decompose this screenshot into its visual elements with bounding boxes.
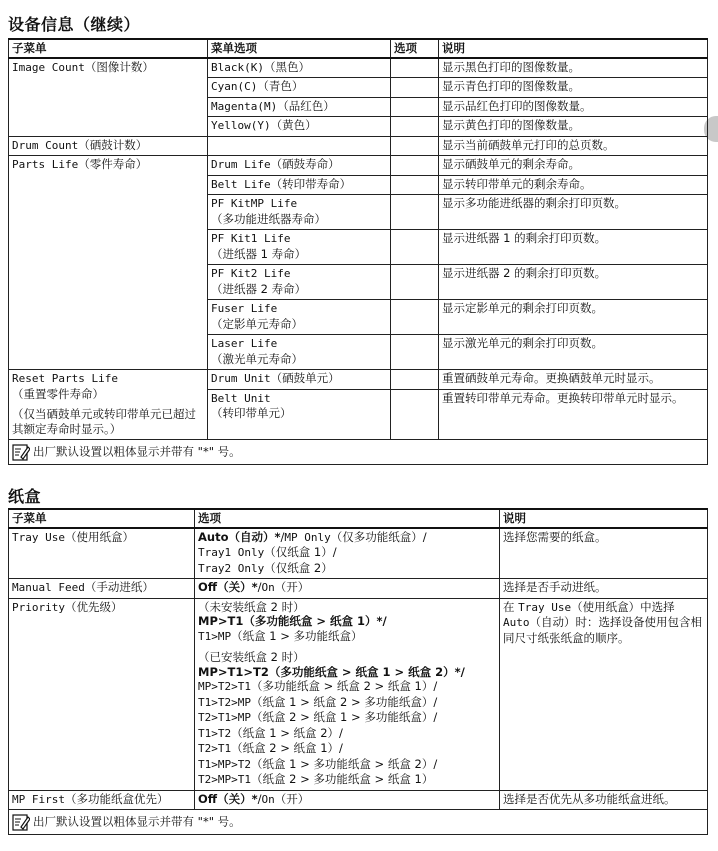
submenu-image-count: Image Count（图像计数） xyxy=(9,58,208,137)
option-cell xyxy=(391,300,439,335)
priority-option: T1>MP（纸盒 1 > 多功能纸盒） xyxy=(198,628,363,643)
submenu-mp-first: MP First（多功能纸盒优先） xyxy=(9,790,195,810)
option-cell xyxy=(391,78,439,98)
table-row xyxy=(9,598,708,790)
description: 在 Tray Use（使用纸盒）中选择 Auto（自动）时：选择设备使用包含相同尺寸纸张纸盒的顺序。 xyxy=(500,598,708,790)
option-cell xyxy=(391,195,439,230)
option-cell xyxy=(391,97,439,117)
priority-option: T2>MP>T1（纸盒 2 > 多功能纸盒 > 纸盒 1） xyxy=(198,772,434,786)
table-row xyxy=(9,370,708,390)
menu-option: Belt Unit （转印带单元） xyxy=(208,389,391,439)
note-pencil-icon xyxy=(12,813,30,831)
option-cell xyxy=(391,117,439,137)
note-text: 出厂默认设置以粗体显示并带有 "*" 号。 xyxy=(33,444,241,458)
option-cell xyxy=(391,175,439,195)
table-row xyxy=(9,579,708,599)
description: 选择您需要的纸盒。 xyxy=(500,528,708,579)
option-cell xyxy=(391,370,439,390)
options-priority xyxy=(195,598,500,790)
description: 显示黑色打印的图像数量。 xyxy=(439,58,708,78)
submenu-parts-life: Parts Life（零件寿命） xyxy=(9,156,208,370)
menu-option: Belt Life（转印带寿命） xyxy=(208,175,391,195)
submenu-priority: Priority（优先级） xyxy=(9,598,195,790)
priority-group1-label: （未安装纸盒 2 时） xyxy=(198,599,305,614)
menu-option xyxy=(208,136,391,156)
menu-option: PF KitMP Life （多功能进纸器寿命） xyxy=(208,195,391,230)
description: 显示当前硒鼓单元打印的总页数。 xyxy=(439,136,708,156)
priority-option: T1>T2>MP（纸盒 1 > 纸盒 2 > 多功能纸盒）/ xyxy=(198,694,438,709)
description: 显示进纸器 1 的剩余打印页数。 xyxy=(439,230,708,265)
priority-option: T1>T2（纸盒 1 > 纸盒 2）/ xyxy=(198,725,343,740)
description: 显示品红色打印的图像数量。 xyxy=(439,97,708,117)
description: 显示激光单元的剩余打印页数。 xyxy=(439,335,708,370)
menu-option: Yellow(Y)（黄色） xyxy=(208,117,391,137)
options-tray-use: Auto（自动）*/MP Only（仅多功能纸盒）/ Tray1 Only（仅纸盒 1）/ Tray2 Only（仅纸盒 2） xyxy=(195,528,500,579)
section-title-device-info: 设备信息（继续） xyxy=(8,15,141,34)
paper-tray-table xyxy=(8,508,708,835)
menu-option: Black(K)（黑色） xyxy=(208,58,391,78)
description: 显示进纸器 2 的剩余打印页数。 xyxy=(439,265,708,300)
description: 显示青色打印的图像数量。 xyxy=(439,78,708,98)
menu-option: Fuser Life （定影单元寿命） xyxy=(208,300,391,335)
description: 显示定影单元的剩余打印页数。 xyxy=(439,300,708,335)
option-cell xyxy=(391,136,439,156)
priority-option: T1>MP>T2（纸盒 1 > 多功能纸盒 > 纸盒 2）/ xyxy=(198,756,438,771)
device-info-table xyxy=(8,38,708,465)
description: 显示硒鼓单元的剩余寿命。 xyxy=(439,156,708,176)
submenu-manual-feed: Manual Feed（手动进纸） xyxy=(9,579,195,599)
table-header-row xyxy=(9,39,708,58)
header-description: 说明 xyxy=(500,509,708,528)
option-cell xyxy=(391,58,439,78)
priority-group2-list xyxy=(198,665,496,788)
note-pencil-icon xyxy=(12,443,30,461)
option-cell xyxy=(391,230,439,265)
description: 显示多功能进纸器的剩余打印页数。 xyxy=(439,195,708,230)
menu-option: Cyan(C)（青色） xyxy=(208,78,391,98)
menu-option: PF Kit1 Life （进纸器 1 寿命） xyxy=(208,230,391,265)
priority-option: MP>T2>T1（多功能纸盒 > 纸盒 2 > 纸盒 1）/ xyxy=(198,679,438,693)
description: 显示转印带单元的剩余寿命。 xyxy=(439,175,708,195)
header-menu-option: 菜单选项 xyxy=(208,39,391,58)
section-title-paper-tray: 纸盒 xyxy=(8,487,42,506)
options-manual-feed: Off（关）*/On（开） xyxy=(195,579,500,599)
header-option: 选项 xyxy=(391,39,439,58)
submenu-reset-parts-life: Reset Parts Life （重置零件寿命） （仅当硒鼓单元或转印带单元已超过其额定寿命时显示。） xyxy=(9,370,208,440)
table-row xyxy=(9,790,708,810)
menu-option: Drum Life（硒鼓寿命） xyxy=(208,156,391,176)
description: 重置转印带单元寿命。更换转印带单元时显示。 xyxy=(439,389,708,439)
header-submenu: 子菜单 xyxy=(9,39,208,58)
description: 选择是否手动进纸。 xyxy=(500,579,708,599)
description: 重置硒鼓单元寿命。更换硒鼓单元时显示。 xyxy=(439,370,708,390)
priority-option: T2>T1>MP（纸盒 2 > 纸盒 1 > 多功能纸盒）/ xyxy=(198,710,438,724)
header-submenu: 子菜单 xyxy=(9,509,195,528)
option-cell xyxy=(391,265,439,300)
description: 显示黄色打印的图像数量。 xyxy=(439,117,708,137)
table-header-row xyxy=(9,509,708,528)
option-cell xyxy=(391,389,439,439)
note-cell xyxy=(9,810,708,835)
option-cell xyxy=(391,335,439,370)
table-row xyxy=(9,528,708,579)
menu-option: Drum Unit（硒鼓单元） xyxy=(208,370,391,390)
note-cell xyxy=(9,439,708,464)
table-row xyxy=(9,58,708,78)
option-cell xyxy=(391,156,439,176)
priority-option: T2>T1（纸盒 2 > 纸盒 1）/ xyxy=(198,741,343,755)
options-mp-first: Off（关）*/On（开） xyxy=(195,790,500,810)
note-row xyxy=(9,439,708,464)
description: 选择是否优先从多功能纸盒进纸。 xyxy=(500,790,708,810)
menu-option: PF Kit2 Life （进纸器 2 寿命） xyxy=(208,265,391,300)
priority-option: MP>T1>T2（多功能纸盒 > 纸盒 1 > 纸盒 2）*/ xyxy=(198,664,465,679)
header-option: 选项 xyxy=(195,509,500,528)
note-row xyxy=(9,810,708,835)
submenu-tray-use: Tray Use（使用纸盒） xyxy=(9,528,195,579)
priority-option: MP>T1（多功能纸盒 > 纸盒 1）*/ xyxy=(198,614,387,628)
table-row xyxy=(9,136,708,156)
header-description: 说明 xyxy=(439,39,708,58)
priority-group1-list xyxy=(198,614,496,644)
priority-group2-label: （已安装纸盒 2 时） xyxy=(198,650,305,664)
menu-option: Magenta(M)（品红色） xyxy=(208,97,391,117)
submenu-drum-count: Drum Count（硒鼓计数） xyxy=(9,136,208,156)
table-row xyxy=(9,156,708,176)
menu-option: Laser Life （激光单元寿命） xyxy=(208,335,391,370)
note-text: 出厂默认设置以粗体显示并带有 "*" 号。 xyxy=(33,814,241,829)
